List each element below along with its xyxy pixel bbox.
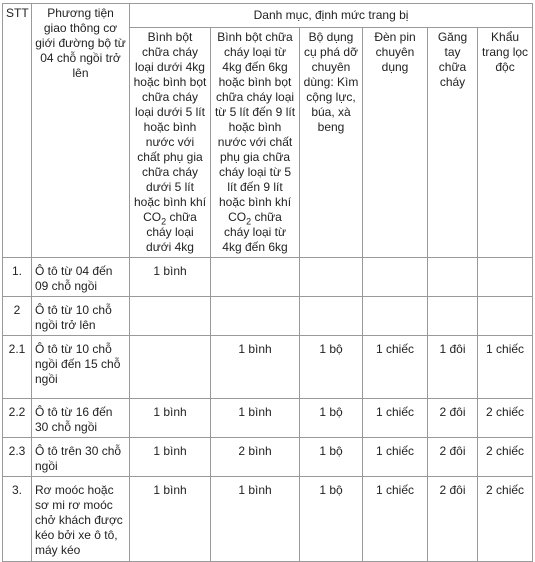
row-stt: 1. [3,258,32,297]
row-cell: 1 bình [211,477,300,562]
row-cell: 2 đôi [428,438,478,477]
row-stt: 3. [3,477,32,562]
header-flashlight: Đèn pin chuyên dụng [363,28,428,258]
row-cell [130,336,211,399]
row-cell: 1 chiếc [363,336,428,399]
row-cell [300,258,363,297]
table-row [3,477,533,562]
equipment-table [2,3,533,562]
row-cell: 1 bình [130,399,211,438]
row-stt: 2 [3,297,32,336]
row-vehicle: Ô tô trên 30 chỗ ngồi [32,438,130,477]
table-row [3,399,533,438]
row-cell: 2 đôi [428,399,478,438]
row-cell [211,258,300,297]
row-cell [300,297,363,336]
row-stt: 2.2 [3,399,32,438]
row-cell: 2 chiếc [478,438,533,477]
header-extinguisher-medium: Bình bột chữa cháy loại từ 4kg đến 6kg hoặc bình bọt chữa cháy loại từ 5 lít đến 9 lít hoặc bình nước với chất phụ gia chữa cháy loại từ 5 lít đến 9 lít hoặc bình khí $CO_2$ chữa cháy loại từ 4kg đến 6kg [211,28,300,258]
row-stt: 2.3 [3,438,32,477]
row-cell [428,297,478,336]
row-cell: 1 bộ [300,438,363,477]
row-vehicle: Ô tô từ 10 chỗ ngồi đến 15 chỗ ngồi [32,336,130,399]
row-cell: 1 bình [130,477,211,562]
row-cell: 1 bình [130,258,211,297]
row-cell: 1 bình [211,336,300,399]
row-cell: 2 chiếc [478,399,533,438]
header-mask: Khẩu trang lọc độc [478,28,533,258]
row-cell: 2 chiếc [478,477,533,562]
row-cell: 1 bình [211,399,300,438]
row-cell: 1 chiếc [478,336,533,399]
row-cell [130,297,211,336]
row-cell: 1 chiếc [363,477,428,562]
row-cell: 2 đôi [428,477,478,562]
row-cell: 1 đôi [428,336,478,399]
row-cell [478,258,533,297]
header-extinguisher-small: Bình bột chữa cháy loại dưới 4kg hoặc bình bọt chữa cháy loại dưới 5 lít hoặc bình nước với chất phụ gia chữa cháy dưới 5 lít hoặc bình khí $CO_2$ chữa cháy loại dưới 4kg [130,28,211,258]
row-vehicle: Rơ moóc hoặc sơ mi rơ moóc chở khách được kéo bởi xe ô tô, máy kéo [32,477,130,562]
table-row [3,258,533,297]
row-cell [428,258,478,297]
row-cell: 1 bộ [300,477,363,562]
row-cell: 2 bình [211,438,300,477]
row-cell [211,297,300,336]
header-equipment-group: Danh mục, định mức trang bị [130,4,533,28]
row-cell: 1 bộ [300,336,363,399]
table-row [3,297,533,336]
row-stt: 2.1 [3,336,32,399]
row-cell: 1 chiếc [363,399,428,438]
header-demolition-tools: Bộ dụng cụ phá dỡ chuyên dùng: Kìm cộng lực, búa, xà beng [300,28,363,258]
row-vehicle: Ô tô từ 04 đến 09 chỗ ngồi [32,258,130,297]
row-vehicle: Ô tô từ 10 chỗ ngồi trở lên [32,297,130,336]
table-row [3,438,533,477]
header-stt: STT [3,4,32,258]
row-cell: 1 bình [130,438,211,477]
row-cell [363,297,428,336]
row-cell [478,297,533,336]
row-cell: 1 bộ [300,399,363,438]
header-vehicle: Phương tiện giao thông cơ giới đường bộ từ 04 chỗ ngồi trở lên [32,4,130,258]
header-gloves: Găng tay chữa cháy [428,28,478,258]
table-row [3,336,533,399]
row-cell: 1 chiếc [363,438,428,477]
row-vehicle: Ô tô từ 16 đến 30 chỗ ngồi [32,399,130,438]
row-cell [363,258,428,297]
